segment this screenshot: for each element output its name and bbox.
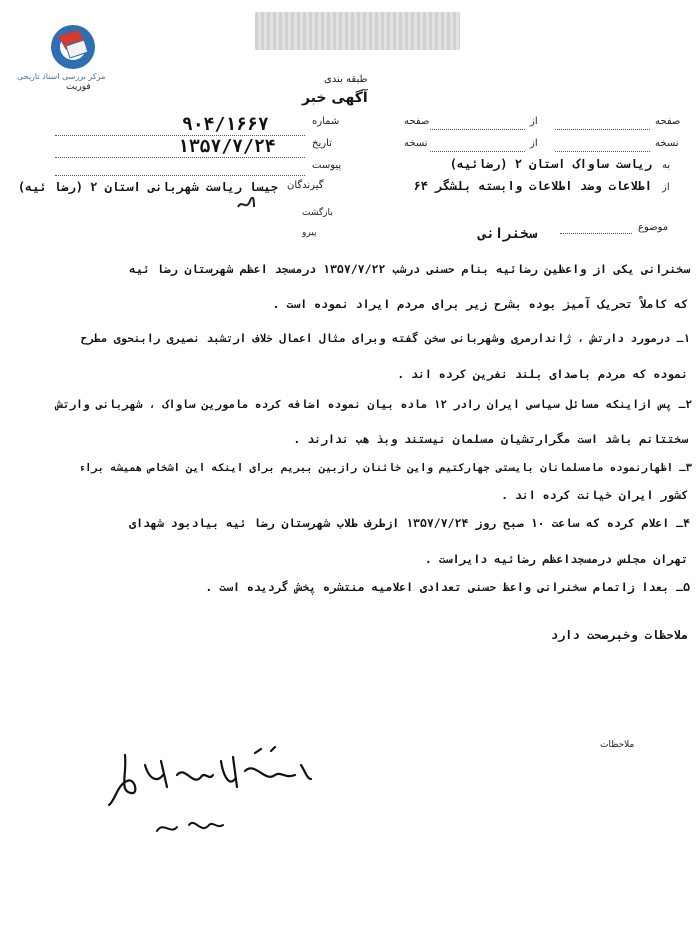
body-line-6: سختتانم باشد است مگرارتشیان مسلمان نیستند وبذ هب ندارند . bbox=[293, 432, 688, 446]
body-line-5: ۲ـ پس ازاینکه مسائل سیاسی ایران رادر ۱۲ ماده بیان نموده اضافه کرده مامورین ساواک ، شهربانی وارتش bbox=[56, 398, 692, 411]
from2-value: اطلاعات وضد اطلاعات وابسته بلشگر ۶۴ bbox=[413, 179, 652, 193]
page-from-field bbox=[430, 128, 525, 130]
handwritten-signature-icon bbox=[105, 735, 325, 845]
recipients-label: گیرندگان bbox=[287, 180, 324, 191]
to-label: به bbox=[662, 160, 671, 171]
archive-logo bbox=[48, 22, 98, 72]
classification-label: طبقه بندی bbox=[324, 74, 368, 85]
closing-line: ملاحظات وخبرصحت دارد bbox=[550, 628, 688, 642]
date-value: ۱۳۵۷/۷/۲۴ bbox=[178, 136, 276, 157]
return-label: بازگشت bbox=[302, 208, 333, 218]
subject-label: موضوع bbox=[638, 222, 669, 233]
attachment-field bbox=[55, 174, 305, 176]
number-label: شماره bbox=[312, 116, 340, 127]
page-field bbox=[555, 128, 650, 130]
body-line-10: تهران مجلس درمسجداعظم رضائیه دایراست . bbox=[424, 552, 688, 566]
archive-logo-icon bbox=[48, 22, 98, 72]
body-line-1: سخنرانی یکی از واعظین رضائیه بنام حسنی درشب ۱۳۵۷/۷/۲۲ درمسجد اعظم شهرستان رضا ئیه bbox=[129, 262, 690, 276]
body-line-8: کشور ایران خیانت کرده اند . bbox=[501, 488, 688, 502]
page-from-label: از bbox=[530, 116, 538, 127]
recipients-value: جیسا ریاست شهربانی استان ۲ (رضا ئیه) bbox=[17, 180, 278, 194]
date-label: تاریخ bbox=[312, 138, 332, 149]
copy-from-label: از bbox=[530, 138, 538, 149]
page-label-2: صفحه bbox=[404, 116, 430, 127]
priority-label: فوریت bbox=[66, 82, 91, 92]
paraph-mark-icon bbox=[236, 197, 256, 211]
body-line-11: ۵ـ بعدا زاتمام سخنرانی واعظ حسنی تعدادی اعلامیه منتشره پخش گردیده است . bbox=[205, 580, 690, 594]
from2-label: از bbox=[662, 182, 670, 193]
copy-label: نسخه bbox=[655, 138, 679, 149]
to-value: ریاست ساواک استان ۲ (رضائیه) bbox=[449, 157, 652, 171]
page-label: صفحه bbox=[655, 116, 681, 127]
copy-from-field bbox=[430, 150, 525, 152]
body-line-4: نموده که مردم باصدای بلند نفرین کرده اند . bbox=[397, 367, 688, 381]
subject-field bbox=[560, 232, 632, 234]
body-line-7: ۳ـ اظهارنموده مامسلمانان بایستی جهارکتیم واین خائنان رازبین ببریم برای اینکه این اشخاص همیشه براء bbox=[78, 462, 692, 474]
copy-field bbox=[555, 150, 650, 152]
attachment-label: پیوست bbox=[312, 160, 342, 171]
doc-type: آگهی خبر bbox=[302, 90, 368, 106]
header-stamp bbox=[255, 12, 460, 50]
remarks-label: ملاحظات bbox=[600, 740, 635, 750]
subject-value: سخنرانی bbox=[478, 226, 538, 242]
followup-label: پیرو bbox=[302, 228, 317, 238]
number-value: ۹۰۴/۱۶۶۷ bbox=[182, 114, 269, 135]
body-line-3: ۱ـ درمورد دارتش ، ژاندارمری وشهربانی سخن گفته وبرای مثال اعمال خلاف ارتشبد نصیری رابنحوی مطرح bbox=[80, 332, 690, 345]
body-line-2: که کاملاً تحریک آمیز بوده بشرح زیر برای مردم ایراد نموده است . bbox=[272, 297, 688, 311]
logo-caption: مرکز بررسی اسناد تاریخی bbox=[17, 72, 106, 81]
copy-label-2: نسخه bbox=[404, 138, 428, 149]
body-line-9: ۴ـ اعلام کرده که ساعت ۱۰ صبح روز ۱۳۵۷/۷/۲۴ ازطرف طلاب شهرستان رضا ئیه بیادبود شهدای bbox=[129, 516, 690, 530]
